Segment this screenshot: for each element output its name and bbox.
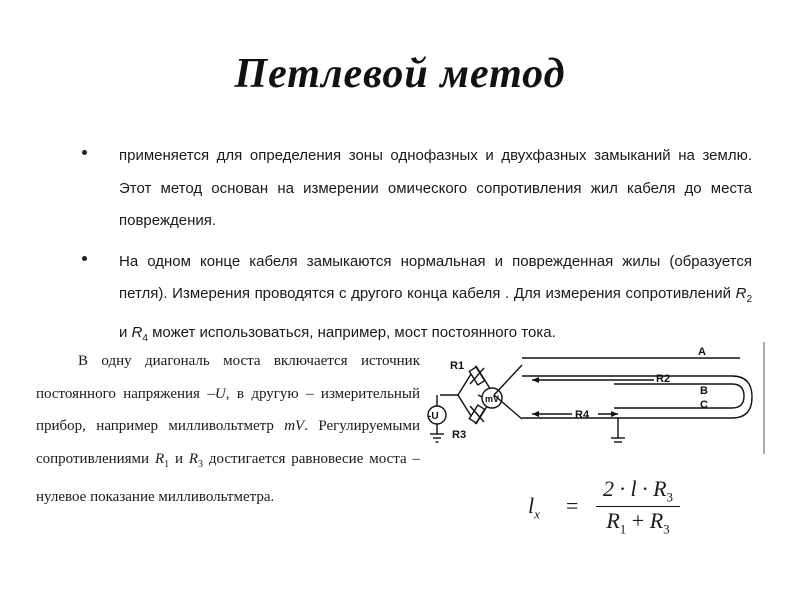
r2-arrow-head (532, 377, 539, 383)
bullet-marker (82, 256, 87, 261)
label-r2: R2 (656, 373, 671, 385)
formula-l: l (528, 493, 535, 518)
meter-wire (478, 395, 482, 397)
symbol-mv: mV (284, 418, 305, 434)
slide-title: Петлевой метод (234, 51, 566, 97)
symbol-u: U (214, 385, 226, 402)
formula-r3: R (649, 508, 664, 533)
bullet-text-part: На одном конце кабеля замыкаются нормальная и поврежденная жилы (образуется петля). Измерения проводятся с другого конца кабеля . Для измерения сопротивлений (119, 252, 752, 302)
conjunction: и (169, 450, 189, 467)
symbol-r3-subscript: 3 (198, 458, 204, 470)
bullet-item (82, 140, 752, 238)
label-a: A (698, 346, 706, 358)
bullet-text: применяется для определения зоны однофазных и двухфазных замыканий на землю. Этот метод основан на измерении омического сопротивления жил кабеля до места повреждения. (119, 147, 752, 229)
formula-x-subscript: x (534, 506, 540, 522)
r4-arrow-head (611, 411, 618, 417)
label-c: C (700, 399, 708, 411)
formula-numerator-text: 2 · l · R (602, 476, 667, 501)
label-r1: R1 (450, 360, 465, 372)
symbol-r1-subscript: 1 (164, 458, 170, 470)
paragraph-part: В одну диагональ моста включается источник постоянного напряжения – (36, 353, 420, 402)
bullet-text-part: может использоваться, например, мост постоянного тока. (147, 323, 556, 341)
r4-arrow-head (532, 411, 539, 417)
symbol-r2: R (735, 285, 747, 302)
symbol-r4-subscript: 4 (142, 332, 148, 344)
distance-formula (528, 476, 678, 540)
label-u: -U (428, 411, 439, 422)
label-r3: R3 (452, 429, 467, 441)
label-mv: mV (485, 394, 500, 404)
bullet-text (119, 246, 752, 356)
cable-connection-upper (494, 365, 522, 395)
bridge-circuit-diagram (422, 342, 767, 454)
paragraph-part: , в другую – измерительный прибор, например милливольтметр (36, 385, 421, 434)
description-paragraph (36, 345, 420, 514)
formula-r3-subscript: 3 (663, 521, 670, 537)
symbol-r1: R (154, 450, 165, 467)
formula-numerator-subscript: 3 (666, 489, 674, 505)
label-b: B (700, 385, 708, 397)
symbol-r4: R (131, 323, 143, 341)
formula-r1-subscript: 1 (619, 521, 627, 537)
label-r4: R4 (575, 409, 590, 421)
formula-plus: + (626, 508, 650, 533)
paragraph-part: достигается равновесие моста – нулевое показание милливольтметра. (36, 450, 420, 505)
bullet-marker (82, 150, 87, 155)
formula-r1: R (606, 508, 620, 533)
formula-numerator (596, 476, 680, 505)
conjunction: и (119, 323, 132, 341)
fraction-bar (596, 506, 680, 507)
formula-denominator (596, 508, 680, 537)
formula-lhs (528, 493, 540, 522)
paragraph-part: . Регулируемыми сопротивлениями (36, 418, 420, 467)
symbol-r3: R (188, 450, 199, 467)
formula-equals: = (566, 493, 579, 518)
bullet-item (82, 246, 752, 356)
cable-inner-loop (732, 384, 744, 408)
symbol-r2-subscript: 2 (746, 294, 752, 305)
cable-loop-end (732, 376, 752, 418)
bullet-list (82, 140, 752, 363)
